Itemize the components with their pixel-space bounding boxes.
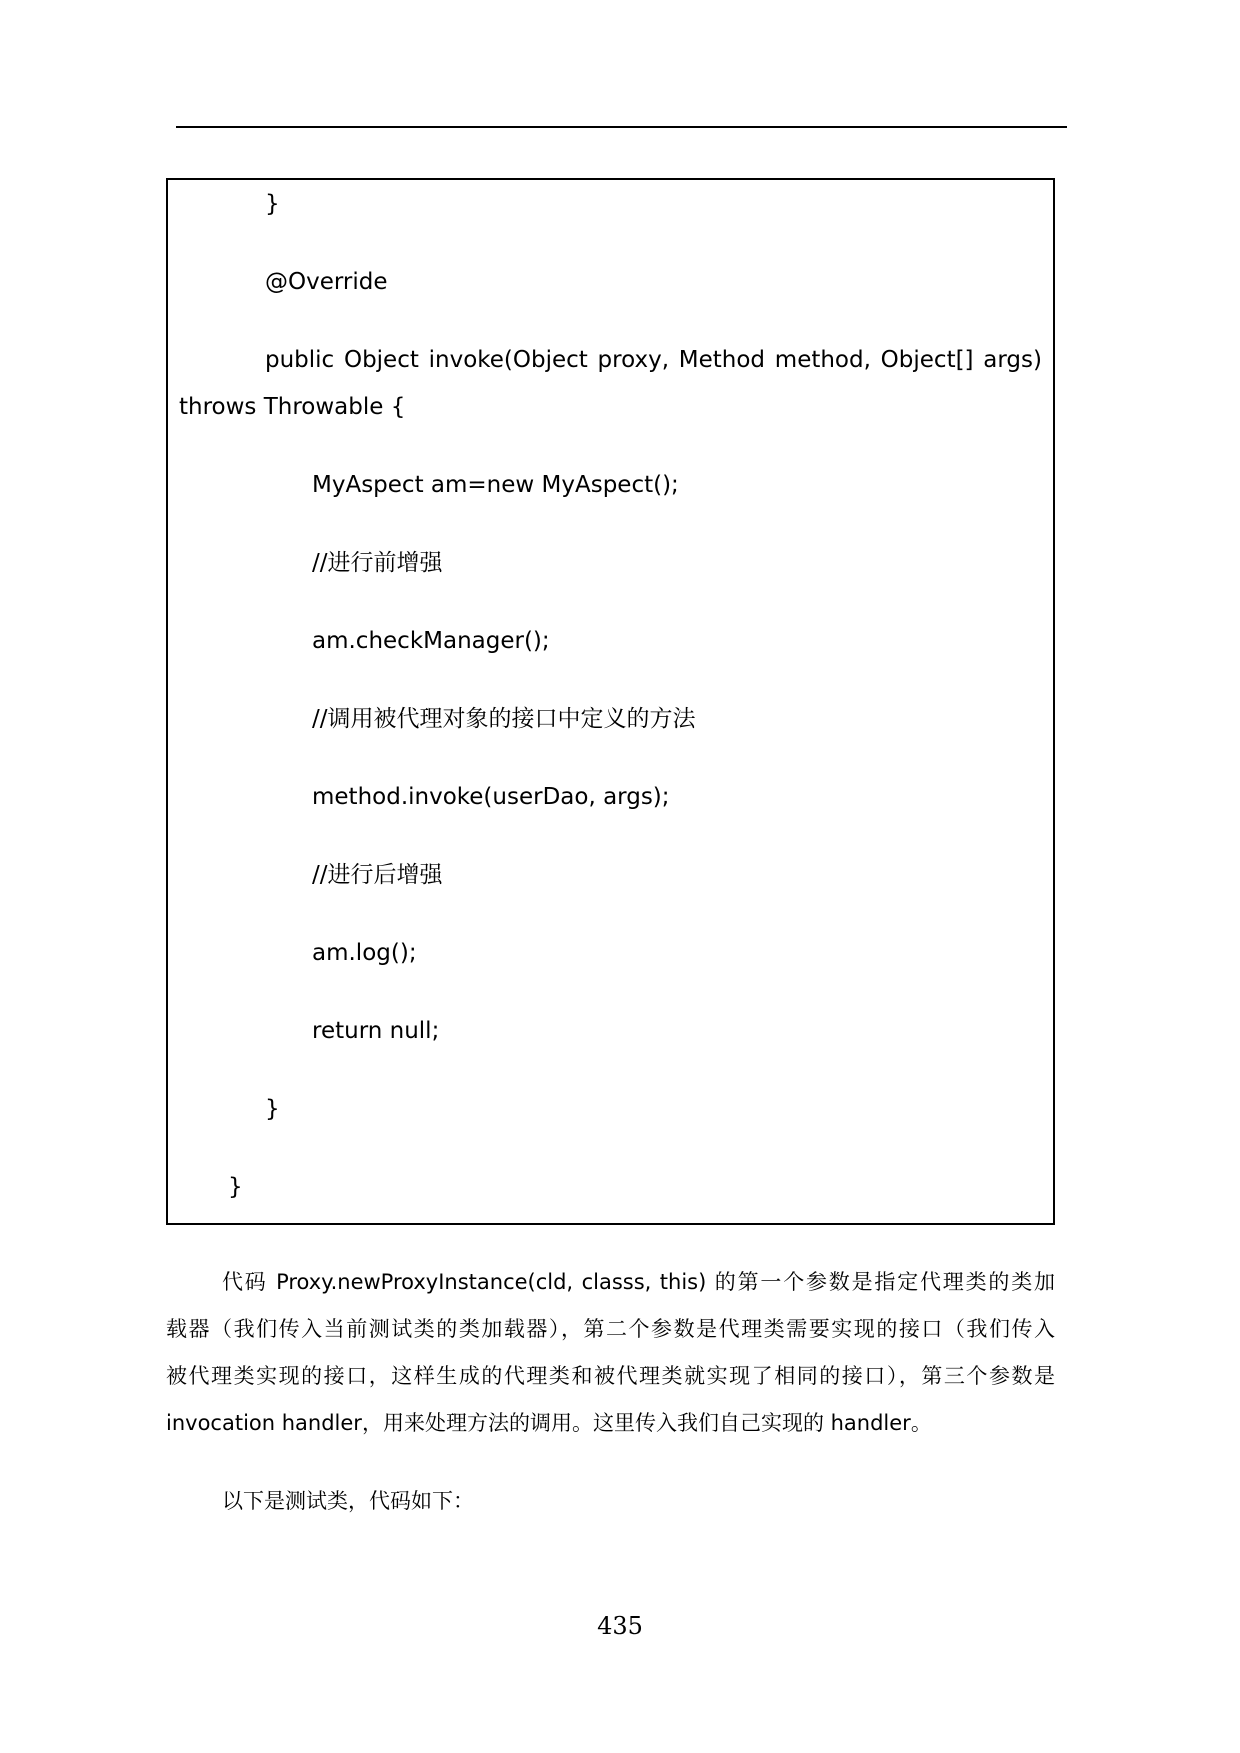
paragraph-line: 载器（我们传入当前测试类的类加载器），第二个参数是代理类需要实现的接口（我们传入 [166, 1317, 1055, 1341]
code-comment-line: //进行后增强 [312, 862, 443, 888]
code-comment-line: //调用被代理对象的接口中定义的方法 [312, 706, 696, 732]
code-line: public Object invoke(Object proxy, Method method, Object[] args) [265, 347, 1042, 373]
code-box [166, 178, 1055, 1225]
code-paragraph [179, 337, 1042, 431]
paragraph [166, 1478, 1055, 1525]
body-text [166, 1259, 1055, 1525]
paragraph-line: 代码 Proxy.newProxyInstance(cld, classs, this) 的第一个参数是指定代理类的类加 [222, 1270, 1055, 1294]
code-line: } [228, 1174, 243, 1200]
code-line: MyAspect am=new MyAspect(); [312, 472, 679, 498]
page-number: 435 [597, 1612, 643, 1640]
header-rule [176, 126, 1067, 128]
code-line: @Override [265, 269, 388, 295]
paragraph [166, 1259, 1055, 1447]
code-line: am.checkManager(); [312, 628, 550, 654]
code-line: am.log(); [312, 940, 417, 966]
paragraph-line: 被代理类实现的接口，这样生成的代理类和被代理类就实现了相同的接口），第三个参数是 [166, 1364, 1055, 1388]
code-line: throws Throwable { [179, 394, 406, 420]
paragraph-line: invocation handler，用来处理方法的调用。这里传入我们自己实现的 handler。 [166, 1411, 932, 1435]
code-line: return null; [312, 1018, 440, 1044]
code-line: } [265, 1096, 280, 1122]
paragraph-line: 以下是测试类，代码如下： [222, 1489, 474, 1513]
code-line: method.invoke(userDao, args); [312, 784, 670, 810]
code-line: } [265, 191, 280, 217]
code-comment-line: //进行前增强 [312, 550, 443, 576]
